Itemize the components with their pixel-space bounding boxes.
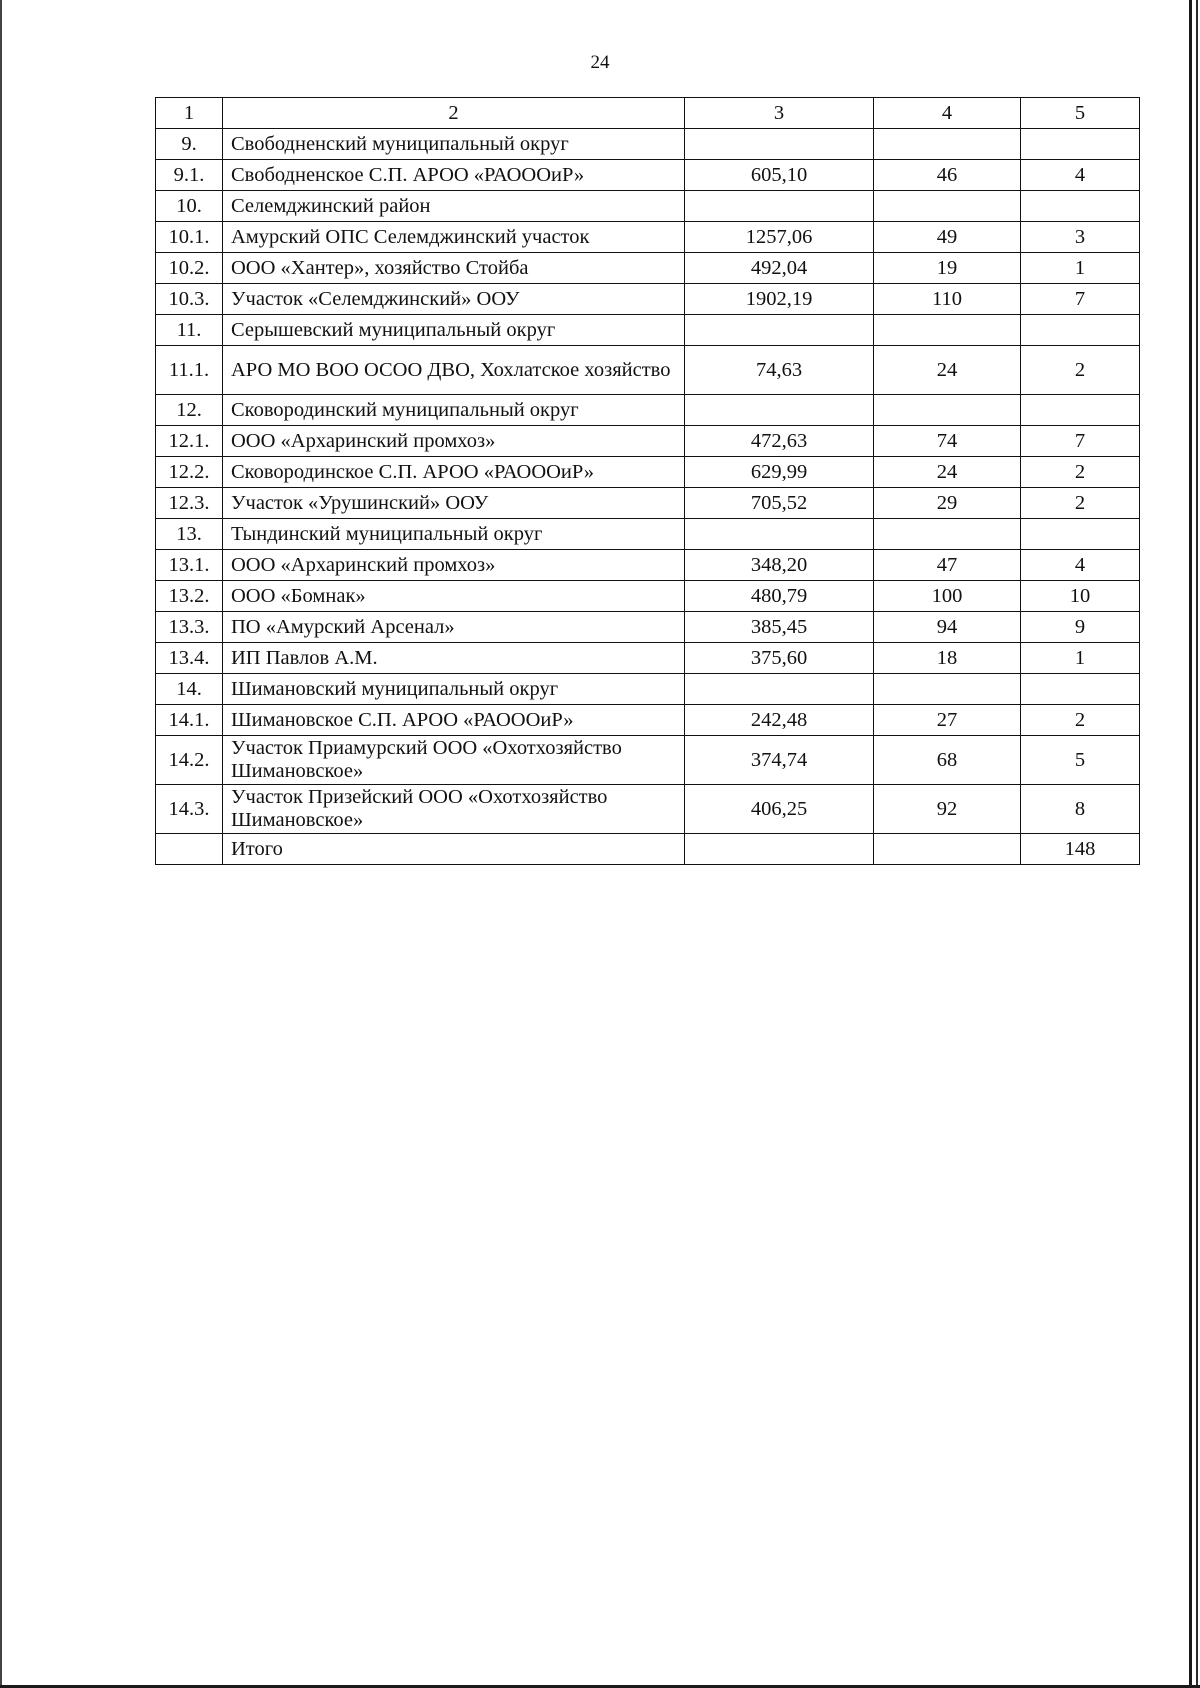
row-area-cell: 74,63 [685,346,874,395]
row-area-cell [685,519,874,550]
row-area-cell: 480,79 [685,581,874,612]
total-area-cell [685,834,874,865]
row-quota-cell: 5 [1021,736,1140,785]
row-area-cell: 605,10 [685,160,874,191]
row-value-cell: 47 [874,550,1021,581]
row-number-cell: 12.3. [156,488,223,519]
page-number: 24 [590,52,610,73]
row-value-cell: 68 [874,736,1021,785]
row-value-cell: 27 [874,705,1021,736]
row-name-cell: Участок «Урушинский» ООУ [223,488,685,519]
row-quota-cell: 4 [1021,550,1140,581]
row-number-cell: 13.1. [156,550,223,581]
table-row [156,191,1140,222]
row-quota-cell: 4 [1021,160,1140,191]
row-name-cell: Свободненский муниципальный округ [223,129,685,160]
row-value-cell [874,129,1021,160]
table-row [156,284,1140,315]
row-value-cell: 19 [874,253,1021,284]
row-number-cell: 9.1. [156,160,223,191]
row-number-cell: 13. [156,519,223,550]
row-quota-cell: 2 [1021,705,1140,736]
row-value-cell [874,519,1021,550]
table-row [156,315,1140,346]
table-row [156,160,1140,191]
row-value-cell: 18 [874,643,1021,674]
table-footer [156,834,1140,865]
row-area-cell: 705,52 [685,488,874,519]
total-quota-cell: 148 [1021,834,1140,865]
row-value-cell: 92 [874,785,1021,834]
row-quota-cell: 9 [1021,612,1140,643]
row-quota-cell: 2 [1021,488,1140,519]
row-area-cell: 242,48 [685,705,874,736]
row-name-cell: Тындинский муниципальный округ [223,519,685,550]
row-value-cell: 94 [874,612,1021,643]
row-name-cell: Серышевский муниципальный округ [223,315,685,346]
scan-edge-right-inner [1196,0,1198,1688]
row-value-cell: 100 [874,581,1021,612]
row-quota-cell: 1 [1021,643,1140,674]
row-area-cell: 472,63 [685,426,874,457]
table-row [156,581,1140,612]
row-number-cell: 10.1. [156,222,223,253]
row-number-cell: 13.2. [156,581,223,612]
table-row [156,426,1140,457]
row-number-cell: 10.3. [156,284,223,315]
table-row [156,346,1140,395]
header-row [156,98,1140,129]
row-area-cell: 1902,19 [685,284,874,315]
row-name-cell: ООО «Бомнак» [223,581,685,612]
table-row [156,129,1140,160]
row-quota-cell: 1 [1021,253,1140,284]
row-value-cell: 24 [874,457,1021,488]
row-value-cell: 74 [874,426,1021,457]
row-area-cell: 629,99 [685,457,874,488]
total-row [156,834,1140,865]
row-number-cell: 14.2. [156,736,223,785]
row-area-cell: 375,60 [685,643,874,674]
row-area-cell [685,674,874,705]
row-name-cell: Участок Призейский ООО «Охотхозяйство Шимановское» [223,785,685,834]
row-area-cell: 1257,06 [685,222,874,253]
row-number-cell: 13.3. [156,612,223,643]
row-name-cell: Шимановский муниципальный округ [223,674,685,705]
row-value-cell [874,191,1021,222]
row-area-cell: 385,45 [685,612,874,643]
table-row [156,612,1140,643]
row-number-cell: 12.2. [156,457,223,488]
table-row [156,222,1140,253]
table-row [156,550,1140,581]
row-name-cell: Сковородинское С.П. АРОО «РАОООиР» [223,457,685,488]
row-number-cell: 10. [156,191,223,222]
row-name-cell: Сковородинский муниципальный округ [223,395,685,426]
row-value-cell: 110 [874,284,1021,315]
table-row [156,705,1140,736]
table-row [156,785,1140,834]
column-header-1: 1 [156,98,223,129]
table-row [156,253,1140,284]
row-name-cell: ООО «Архаринский промхоз» [223,426,685,457]
row-name-cell: АРО МО ВОО ОСОО ДВО, Хохлатское хозяйство [223,346,685,395]
table-row [156,488,1140,519]
row-number-cell: 9. [156,129,223,160]
row-name-cell: Участок Приамурский ООО «Охотхозяйство Шимановское» [223,736,685,785]
row-area-cell: 348,20 [685,550,874,581]
table-row [156,643,1140,674]
row-area-cell [685,315,874,346]
row-name-cell: Шимановское С.П. АРОО «РАОООиР» [223,705,685,736]
row-quota-cell [1021,129,1140,160]
row-number-cell: 11. [156,315,223,346]
row-value-cell: 29 [874,488,1021,519]
row-quota-cell: 2 [1021,457,1140,488]
row-number-cell: 14.3. [156,785,223,834]
row-quota-cell [1021,315,1140,346]
row-value-cell [874,395,1021,426]
total-label: Итого [223,834,685,865]
row-area-cell: 374,74 [685,736,874,785]
row-quota-cell: 10 [1021,581,1140,612]
scan-edge-right [1189,0,1192,1688]
row-area-cell: 406,25 [685,785,874,834]
row-area-cell [685,129,874,160]
row-number-cell: 12. [156,395,223,426]
row-number-cell: 14. [156,674,223,705]
row-quota-cell: 7 [1021,426,1140,457]
table-row [156,674,1140,705]
row-quota-cell: 2 [1021,346,1140,395]
column-header-2: 2 [223,98,685,129]
row-area-cell [685,395,874,426]
row-value-cell: 49 [874,222,1021,253]
row-quota-cell [1021,674,1140,705]
row-quota-cell [1021,395,1140,426]
row-value-cell [874,315,1021,346]
table-row [156,457,1140,488]
row-value-cell [874,674,1021,705]
column-header-3: 3 [685,98,874,129]
row-number-cell: 13.4. [156,643,223,674]
column-header-4: 4 [874,98,1021,129]
row-quota-cell: 3 [1021,222,1140,253]
row-value-cell: 24 [874,346,1021,395]
table-row [156,519,1140,550]
row-name-cell: Свободненское С.П. АРОО «РАОООиР» [223,160,685,191]
total-num-cell [156,834,223,865]
table-row [156,736,1140,785]
row-number-cell: 12.1. [156,426,223,457]
scan-edge-left [0,0,2,1688]
table-header [156,98,1140,129]
row-quota-cell [1021,191,1140,222]
table-row [156,395,1140,426]
row-name-cell: Селемджинский район [223,191,685,222]
row-quota-cell: 7 [1021,284,1140,315]
row-number-cell: 11.1. [156,346,223,395]
quota-table [155,97,1140,865]
row-quota-cell: 8 [1021,785,1140,834]
total-value-cell [874,834,1021,865]
row-number-cell: 10.2. [156,253,223,284]
table-body [156,129,1140,834]
row-area-cell: 492,04 [685,253,874,284]
row-name-cell: ПО «Амурский Арсенал» [223,612,685,643]
row-quota-cell [1021,519,1140,550]
row-name-cell: ООО «Архаринский промхоз» [223,550,685,581]
column-header-5: 5 [1021,98,1140,129]
row-number-cell: 14.1. [156,705,223,736]
row-area-cell [685,191,874,222]
row-value-cell: 46 [874,160,1021,191]
row-name-cell: ООО «Хантер», хозяйство Стойба [223,253,685,284]
row-name-cell: Участок «Селемджинский» ООУ [223,284,685,315]
row-name-cell: ИП Павлов А.М. [223,643,685,674]
row-name-cell: Амурский ОПС Селемджинский участок [223,222,685,253]
